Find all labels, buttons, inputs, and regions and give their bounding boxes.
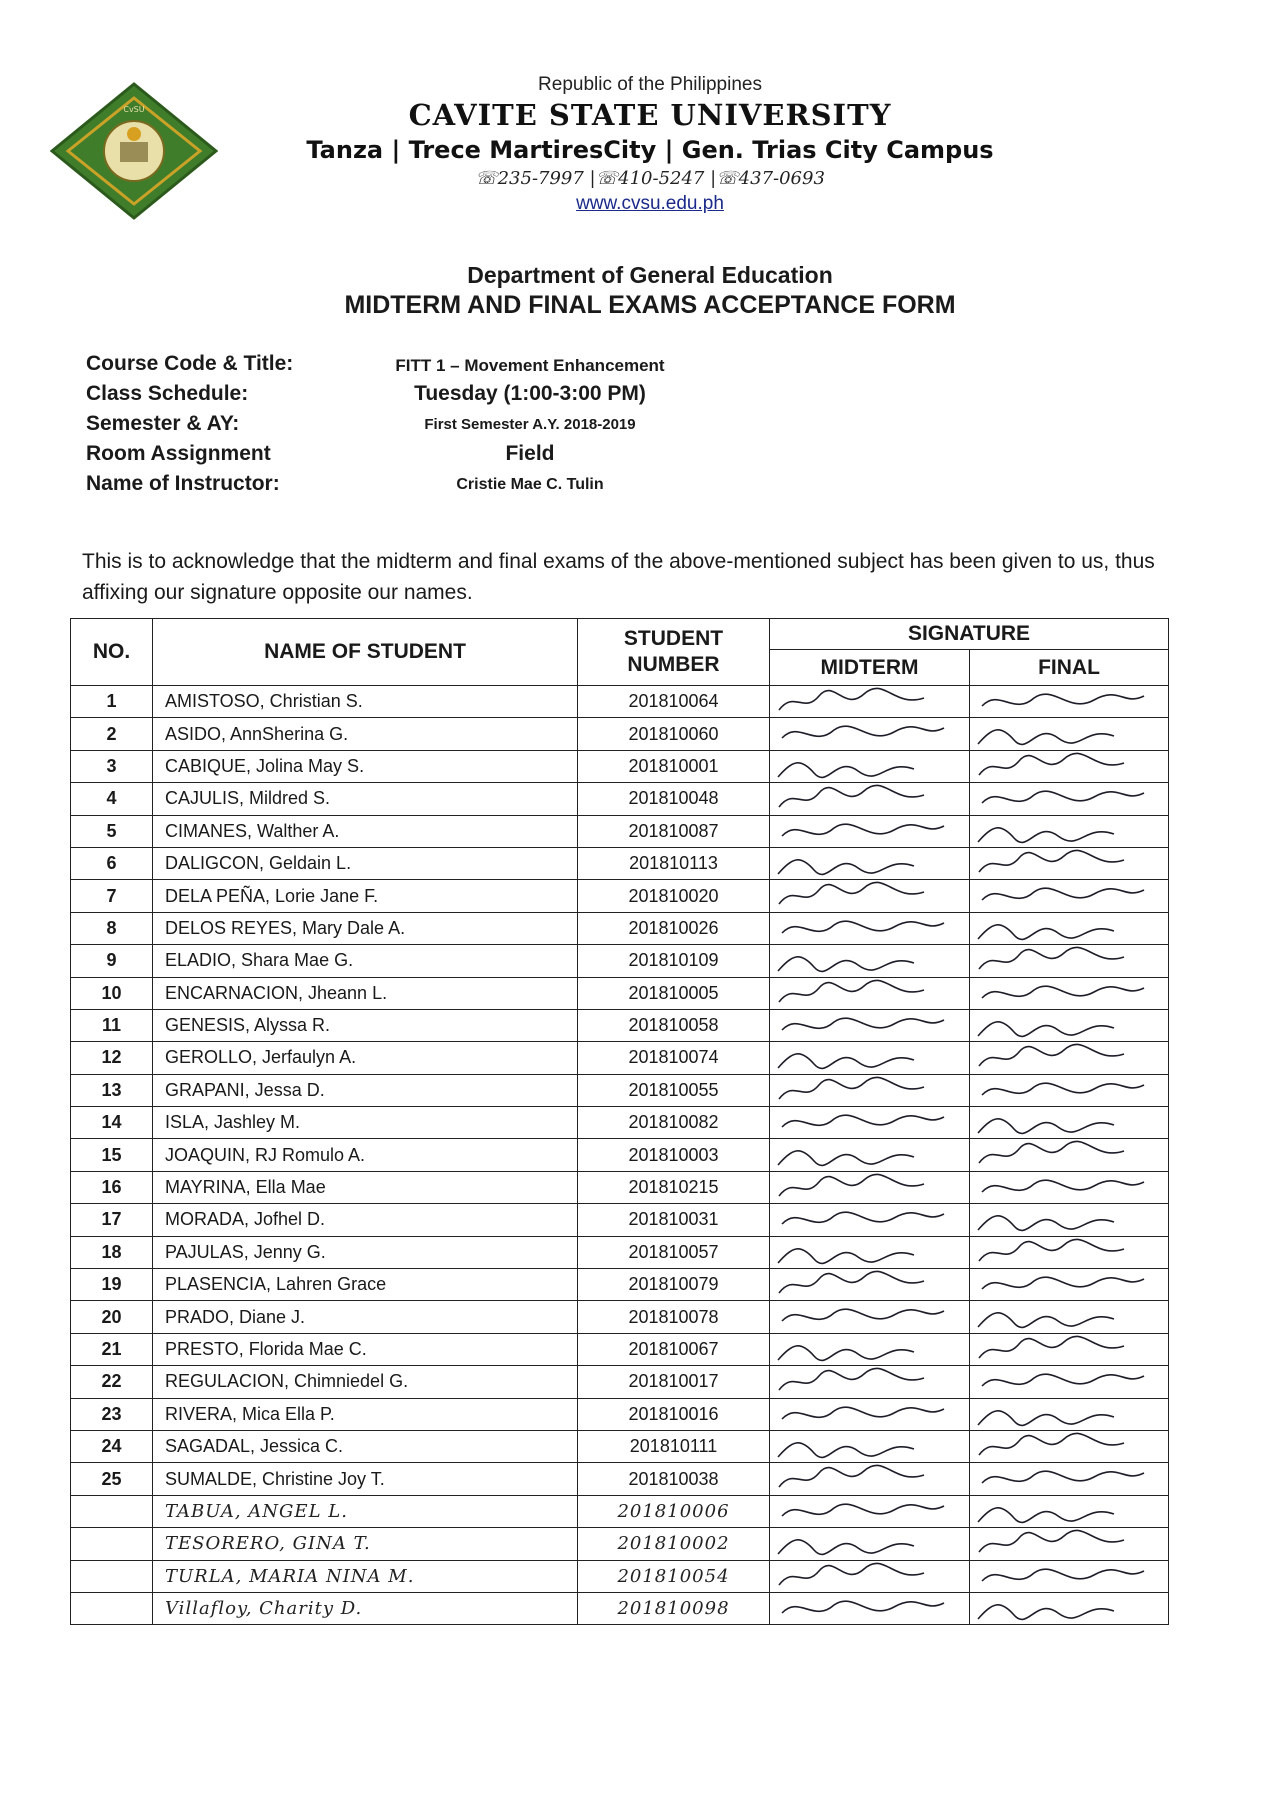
- table-row: [71, 1009, 1169, 1041]
- student-name: GEROLLO, Jerfaulyn A.: [153, 1042, 578, 1074]
- campus-line: Tanza | Trece MartiresCity | Gen. Trias City Campus: [306, 136, 994, 164]
- midterm-signature-scribble: [774, 1042, 954, 1073]
- table-row: [71, 783, 1169, 815]
- midterm-signature-scribble: [774, 1399, 954, 1430]
- final-signature-cell: [970, 1366, 1169, 1398]
- student-number: 201810005: [578, 977, 770, 1009]
- table-row: [71, 1366, 1169, 1398]
- final-signature-scribble: [974, 1107, 1154, 1138]
- midterm-signature-cell: [770, 847, 970, 879]
- midterm-signature-scribble: [774, 1431, 954, 1462]
- student-name: MORADA, Jofhel D.: [153, 1204, 578, 1236]
- room-value: Field: [505, 442, 555, 465]
- midterm-signature-scribble: [774, 1269, 954, 1300]
- midterm-signature-cell: [770, 880, 970, 912]
- midterm-signature-cell: [770, 1139, 970, 1171]
- final-signature-scribble: [974, 1204, 1154, 1235]
- row-number: [71, 1560, 153, 1592]
- row-number: 6: [71, 847, 153, 879]
- course-label: Course Code & Title:: [86, 352, 294, 375]
- final-signature-cell: [970, 1301, 1169, 1333]
- midterm-signature-cell: [770, 912, 970, 944]
- midterm-signature-scribble: [774, 1075, 954, 1106]
- final-signature-cell: [970, 1333, 1169, 1365]
- row-number: 9: [71, 945, 153, 977]
- row-number: 8: [71, 912, 153, 944]
- student-number: 201810060: [578, 718, 770, 750]
- final-signature-cell: [970, 1495, 1169, 1527]
- student-roster-table: [70, 618, 1169, 1625]
- row-number: 5: [71, 815, 153, 847]
- header-signature: SIGNATURE: [770, 619, 1169, 650]
- row-number: 11: [71, 1009, 153, 1041]
- student-number: 201810038: [578, 1463, 770, 1495]
- student-number: 201810055: [578, 1074, 770, 1106]
- midterm-signature-scribble: [774, 848, 954, 879]
- midterm-signature-cell: [770, 1269, 970, 1301]
- table-row: [71, 1042, 1169, 1074]
- final-signature-cell: [970, 880, 1169, 912]
- midterm-signature-scribble: [774, 751, 954, 782]
- table-row: [71, 1204, 1169, 1236]
- website-link[interactable]: www.cvsu.edu.ph: [576, 193, 724, 214]
- midterm-signature-cell: [770, 1042, 970, 1074]
- midterm-signature-scribble: [774, 945, 954, 976]
- final-signature-scribble: [974, 1172, 1154, 1203]
- student-name: CIMANES, Walther A.: [153, 815, 578, 847]
- table-row: [71, 880, 1169, 912]
- student-number: 201810109: [578, 945, 770, 977]
- header-student-number: STUDENT NUMBER: [578, 619, 770, 686]
- student-name: DELA PEÑA, Lorie Jane F.: [153, 880, 578, 912]
- midterm-signature-cell: [770, 945, 970, 977]
- row-number: [71, 1528, 153, 1560]
- row-number: 23: [71, 1398, 153, 1430]
- table-row: [71, 1074, 1169, 1106]
- final-signature-scribble: [974, 880, 1154, 911]
- student-number: 201810001: [578, 750, 770, 782]
- row-number: 22: [71, 1366, 153, 1398]
- student-number: 201810087: [578, 815, 770, 847]
- republic-line: Republic of the Philippines: [538, 74, 762, 95]
- midterm-signature-scribble: [774, 1593, 954, 1624]
- midterm-signature-cell: [770, 1074, 970, 1106]
- final-signature-scribble: [974, 848, 1154, 879]
- midterm-signature-scribble: [774, 978, 954, 1009]
- midterm-signature-cell: [770, 1560, 970, 1592]
- final-signature-scribble: [974, 945, 1154, 976]
- header-name: NAME OF STUDENT: [153, 619, 578, 686]
- midterm-signature-cell: [770, 815, 970, 847]
- midterm-signature-scribble: [774, 1237, 954, 1268]
- student-number: 201810082: [578, 1107, 770, 1139]
- midterm-signature-cell: [770, 1398, 970, 1430]
- final-signature-cell: [970, 1204, 1169, 1236]
- student-number: 201810006: [578, 1495, 770, 1527]
- table-row: [71, 815, 1169, 847]
- table-row: [71, 1495, 1169, 1527]
- midterm-signature-scribble: [774, 718, 954, 749]
- row-number: 20: [71, 1301, 153, 1333]
- header-final: FINAL: [970, 650, 1169, 686]
- student-name: CABIQUE, Jolina May S.: [153, 750, 578, 782]
- instructor-value: Cristie Mae C. Tulin: [456, 476, 604, 493]
- student-name: Villafloy, Charity D.: [153, 1592, 578, 1624]
- final-signature-cell: [970, 1463, 1169, 1495]
- final-signature-cell: [970, 686, 1169, 718]
- final-signature-scribble: [974, 751, 1154, 782]
- midterm-signature-cell: [770, 783, 970, 815]
- row-number: 21: [71, 1333, 153, 1365]
- midterm-signature-cell: [770, 1495, 970, 1527]
- student-name: REGULACION, Chimniedel G.: [153, 1366, 578, 1398]
- student-number: 201810026: [578, 912, 770, 944]
- row-number: 10: [71, 977, 153, 1009]
- final-signature-cell: [970, 1269, 1169, 1301]
- student-number: 201810074: [578, 1042, 770, 1074]
- student-name: ELADIO, Shara Mae G.: [153, 945, 578, 977]
- student-name: ISLA, Jashley M.: [153, 1107, 578, 1139]
- table-row: [71, 847, 1169, 879]
- final-signature-cell: [970, 847, 1169, 879]
- student-name: RIVERA, Mica Ella P.: [153, 1398, 578, 1430]
- table-row: [71, 945, 1169, 977]
- final-signature-scribble: [974, 978, 1154, 1009]
- final-signature-cell: [970, 912, 1169, 944]
- table-row: [71, 1139, 1169, 1171]
- table-row: [71, 1398, 1169, 1430]
- final-signature-scribble: [974, 1075, 1154, 1106]
- final-signature-cell: [970, 750, 1169, 782]
- midterm-signature-scribble: [774, 1366, 954, 1397]
- midterm-signature-scribble: [774, 783, 954, 814]
- final-signature-scribble: [974, 718, 1154, 749]
- student-number: 201810048: [578, 783, 770, 815]
- row-number: 7: [71, 880, 153, 912]
- row-number: 17: [71, 1204, 153, 1236]
- table-row: [71, 1528, 1169, 1560]
- student-number: 201810079: [578, 1269, 770, 1301]
- header-midterm: MIDTERM: [770, 650, 970, 686]
- midterm-signature-scribble: [774, 1204, 954, 1235]
- midterm-signature-cell: [770, 1430, 970, 1462]
- midterm-signature-cell: [770, 1463, 970, 1495]
- final-signature-cell: [970, 1398, 1169, 1430]
- midterm-signature-cell: [770, 1009, 970, 1041]
- table-row: [71, 1333, 1169, 1365]
- final-signature-cell: [970, 718, 1169, 750]
- final-signature-cell: [970, 1236, 1169, 1268]
- student-name: AMISTOSO, Christian S.: [153, 686, 578, 718]
- table-row: [71, 750, 1169, 782]
- acknowledgement-text: This is to acknowledge that the midterm and final exams of the above-mentioned subject has been given to us, thus affixing our signature opposite our names.: [82, 550, 1155, 604]
- row-number: 4: [71, 783, 153, 815]
- final-signature-cell: [970, 1009, 1169, 1041]
- final-signature-scribble: [974, 1528, 1154, 1559]
- midterm-signature-cell: [770, 977, 970, 1009]
- midterm-signature-cell: [770, 1528, 970, 1560]
- student-number: 201810098: [578, 1592, 770, 1624]
- final-signature-scribble: [974, 1269, 1154, 1300]
- midterm-signature-cell: [770, 750, 970, 782]
- final-signature-scribble: [974, 1042, 1154, 1073]
- midterm-signature-scribble: [774, 1107, 954, 1138]
- midterm-signature-scribble: [774, 1528, 954, 1559]
- final-signature-cell: [970, 1074, 1169, 1106]
- student-name: MAYRINA, Ella Mae: [153, 1171, 578, 1203]
- final-signature-scribble: [974, 913, 1154, 944]
- row-number: 14: [71, 1107, 153, 1139]
- table-row: [71, 1269, 1169, 1301]
- final-signature-cell: [970, 1171, 1169, 1203]
- final-signature-scribble: [974, 816, 1154, 847]
- final-signature-scribble: [974, 1463, 1154, 1494]
- final-signature-scribble: [974, 1561, 1154, 1592]
- student-name: SAGADAL, Jessica C.: [153, 1430, 578, 1462]
- table-row: [71, 1592, 1169, 1624]
- student-name: PLASENCIA, Lahren Grace: [153, 1269, 578, 1301]
- student-name: TURLA, MARIA NINA M.: [153, 1560, 578, 1592]
- student-number: 201810067: [578, 1333, 770, 1365]
- table-row: [71, 1301, 1169, 1333]
- student-number: 201810113: [578, 847, 770, 879]
- table-row: [71, 1236, 1169, 1268]
- final-signature-cell: [970, 945, 1169, 977]
- final-signature-cell: [970, 783, 1169, 815]
- final-signature-scribble: [974, 1496, 1154, 1527]
- row-number: 18: [71, 1236, 153, 1268]
- student-name: ENCARNACION, Jheann L.: [153, 977, 578, 1009]
- midterm-signature-cell: [770, 1592, 970, 1624]
- final-signature-scribble: [974, 1431, 1154, 1462]
- room-label: Room Assignment: [86, 442, 271, 465]
- student-name: SUMALDE, Christine Joy T.: [153, 1463, 578, 1495]
- midterm-signature-scribble: [774, 816, 954, 847]
- schedule-value: Tuesday (1:00-3:00 PM): [414, 382, 646, 405]
- midterm-signature-cell: [770, 1366, 970, 1398]
- table-row: [71, 1560, 1169, 1592]
- final-signature-scribble: [974, 1139, 1154, 1170]
- final-signature-scribble: [974, 1010, 1154, 1041]
- student-name: GENESIS, Alyssa R.: [153, 1009, 578, 1041]
- table-row: [71, 1171, 1169, 1203]
- final-signature-cell: [970, 977, 1169, 1009]
- phone-numbers: ☏235-7997 |☏410-5247 |☏437-0693: [475, 168, 825, 189]
- final-signature-scribble: [974, 1334, 1154, 1365]
- midterm-signature-scribble: [774, 880, 954, 911]
- row-number: 19: [71, 1269, 153, 1301]
- midterm-signature-cell: [770, 1333, 970, 1365]
- course-value: FITT 1 – Movement Enhancement: [395, 356, 665, 375]
- final-signature-scribble: [974, 1301, 1154, 1332]
- midterm-signature-scribble: [774, 1561, 954, 1592]
- final-signature-scribble: [974, 1399, 1154, 1430]
- row-number: 12: [71, 1042, 153, 1074]
- midterm-signature-cell: [770, 1171, 970, 1203]
- midterm-signature-cell: [770, 686, 970, 718]
- table-row: [71, 1107, 1169, 1139]
- midterm-signature-scribble: [774, 686, 954, 717]
- final-signature-scribble: [974, 1593, 1154, 1624]
- midterm-signature-cell: [770, 1107, 970, 1139]
- final-signature-scribble: [974, 686, 1154, 717]
- roster-body: [71, 686, 1169, 1625]
- student-number: 201810057: [578, 1236, 770, 1268]
- final-signature-cell: [970, 1430, 1169, 1462]
- midterm-signature-scribble: [774, 1172, 954, 1203]
- student-number: 201810111: [578, 1430, 770, 1462]
- table-row: [71, 686, 1169, 718]
- row-number: 2: [71, 718, 153, 750]
- schedule-label: Class Schedule:: [86, 382, 249, 405]
- student-number: 201810017: [578, 1366, 770, 1398]
- student-number: 201810078: [578, 1301, 770, 1333]
- row-number: 24: [71, 1430, 153, 1462]
- department-name: Department of General Education: [467, 262, 833, 288]
- university-name: CAVITE STATE UNIVERSITY: [408, 98, 892, 132]
- midterm-signature-cell: [770, 1204, 970, 1236]
- final-signature-cell: [970, 1042, 1169, 1074]
- table-row: [71, 1463, 1169, 1495]
- student-number: 201810020: [578, 880, 770, 912]
- table-row: [71, 1430, 1169, 1462]
- row-number: [71, 1495, 153, 1527]
- midterm-signature-scribble: [774, 1334, 954, 1365]
- student-name: DALIGCON, Geldain L.: [153, 847, 578, 879]
- midterm-signature-scribble: [774, 913, 954, 944]
- student-name: JOAQUIN, RJ Romulo A.: [153, 1139, 578, 1171]
- final-signature-cell: [970, 815, 1169, 847]
- row-number: 3: [71, 750, 153, 782]
- student-number: 201810016: [578, 1398, 770, 1430]
- row-number: 13: [71, 1074, 153, 1106]
- svg-text:CvSU: CvSU: [123, 105, 145, 114]
- final-signature-cell: [970, 1560, 1169, 1592]
- student-number: 201810054: [578, 1560, 770, 1592]
- midterm-signature-scribble: [774, 1301, 954, 1332]
- final-signature-cell: [970, 1528, 1169, 1560]
- student-name: GRAPANI, Jessa D.: [153, 1074, 578, 1106]
- student-name: TABUA, ANGEL L.: [153, 1495, 578, 1527]
- letterhead: [250, 74, 1050, 215]
- midterm-signature-cell: [770, 1236, 970, 1268]
- student-number: 201810003: [578, 1139, 770, 1171]
- row-number: 1: [71, 686, 153, 718]
- instructor-label: Name of Instructor:: [86, 472, 280, 495]
- final-signature-scribble: [974, 1237, 1154, 1268]
- final-signature-cell: [970, 1107, 1169, 1139]
- midterm-signature-scribble: [774, 1139, 954, 1170]
- student-name: PRADO, Diane J.: [153, 1301, 578, 1333]
- table-row: [71, 977, 1169, 1009]
- midterm-signature-cell: [770, 1301, 970, 1333]
- student-number: 201810064: [578, 686, 770, 718]
- final-signature-cell: [970, 1139, 1169, 1171]
- midterm-signature-cell: [770, 718, 970, 750]
- student-number: 201810058: [578, 1009, 770, 1041]
- final-signature-scribble: [974, 1366, 1154, 1397]
- midterm-signature-scribble: [774, 1496, 954, 1527]
- final-signature-cell: [970, 1592, 1169, 1624]
- university-seal-logo: [50, 82, 218, 220]
- semester-value: First Semester A.Y. 2018-2019: [424, 416, 636, 433]
- row-number: 15: [71, 1139, 153, 1171]
- student-number: 201810215: [578, 1171, 770, 1203]
- table-row: [71, 912, 1169, 944]
- row-number: 16: [71, 1171, 153, 1203]
- student-name: CAJULIS, Mildred S.: [153, 783, 578, 815]
- row-number: [71, 1592, 153, 1624]
- row-number: 25: [71, 1463, 153, 1495]
- student-name: ASIDO, AnnSherina G.: [153, 718, 578, 750]
- form-title: MIDTERM AND FINAL EXAMS ACCEPTANCE FORM: [344, 291, 956, 319]
- midterm-signature-scribble: [774, 1463, 954, 1494]
- student-name: DELOS REYES, Mary Dale A.: [153, 912, 578, 944]
- student-number: 201810031: [578, 1204, 770, 1236]
- student-number: 201810002: [578, 1528, 770, 1560]
- final-signature-scribble: [974, 783, 1154, 814]
- table-row: [71, 718, 1169, 750]
- student-name: PAJULAS, Jenny G.: [153, 1236, 578, 1268]
- header-no: NO.: [71, 619, 153, 686]
- midterm-signature-scribble: [774, 1010, 954, 1041]
- student-name: TESORERO, GINA T.: [153, 1528, 578, 1560]
- semester-label: Semester & AY:: [86, 412, 240, 435]
- student-name: PRESTO, Florida Mae C.: [153, 1333, 578, 1365]
